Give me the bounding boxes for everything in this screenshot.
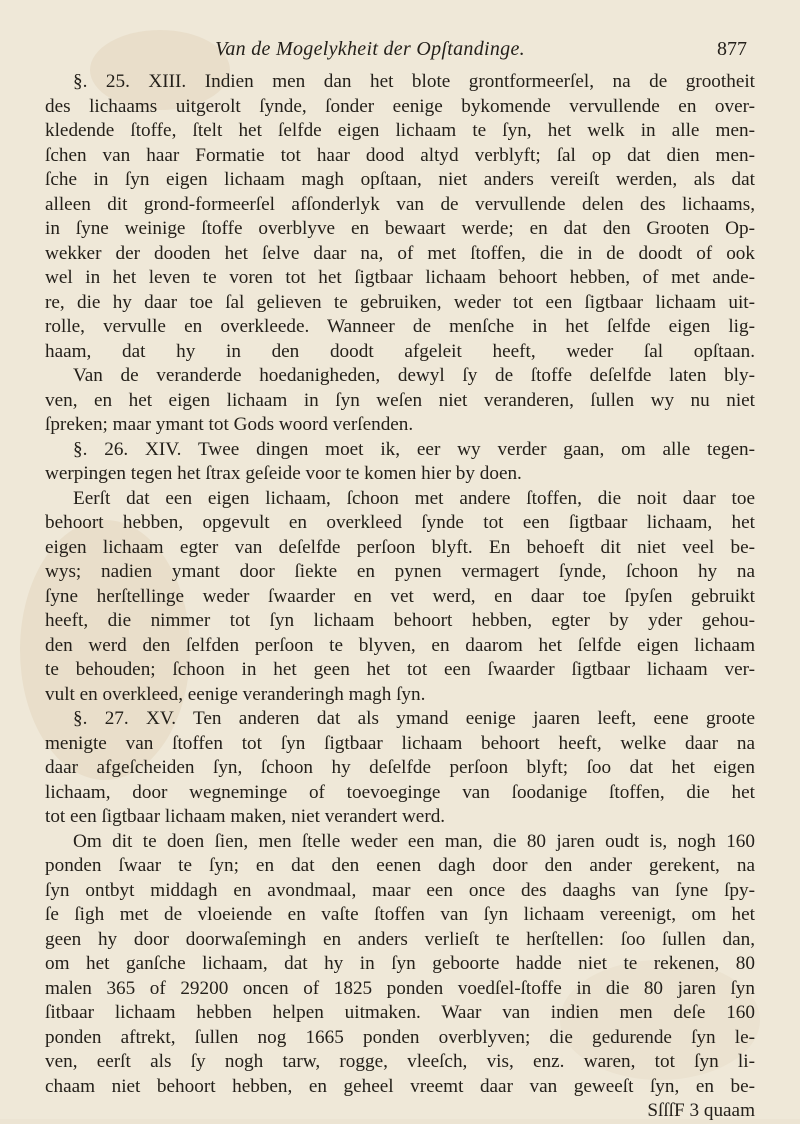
text-line: alleen dit grond-formeerſel afſonderlyk van de vervullende delen des lichaams, (45, 193, 755, 215)
text-line: Van de veranderde hoedanigheden, dewyl ſy de ſtoffe deſelfde laten bly- (73, 365, 755, 386)
text-line: ponden ſwaar te ſyn; en dat den eenen dagh door den ander gerekent, na (45, 855, 755, 876)
text-line: te behouden; ſchoon in het geen het tot een ſwaarder ſigtbaar lichaam ver- (45, 659, 755, 680)
text-line: malen 365 of 29200 oncen of 1825 ponden voedſel-ſtoffe in die 80 jaren ſyn (45, 977, 755, 999)
text-line: lichaam, door wegneminge of toevoeginge van ſoodanige ſtoffen, die het (45, 781, 755, 803)
text-line: tot een ſigtbaar lichaam maken, niet verandert werd. (45, 806, 446, 827)
text-line: eigen lichaam egter van deſelfde perſoon blyft. En behoeft dit niet veel be- (45, 536, 755, 558)
text-line: ſpreken; maar ymant tot Gods woord verſenden. (45, 414, 414, 435)
text-line: Eerſt dat een eigen lichaam, ſchoon met andere ſtoffen, die noit daar toe (73, 487, 755, 509)
text-line: in ſyne weinige ſtoffe overblyve en bewaart werde; en dat den Grooten Op- (45, 218, 755, 239)
running-head: Van de Mogelykheit der Opſtandinge. (215, 38, 525, 60)
text-line: ſe ſigh met de vloeiende en vaſte ſtoffen van ſyn lichaam vereenigt, om het (45, 904, 755, 925)
text-line: wys; nadien ymant door ſiekte en pynen vermagert ſynde, ſchoon hy na (45, 561, 755, 582)
text-line: ponden aftrekt, ſullen nog 1665 ponden overblyven; die gedurende ſyn le- (45, 1026, 755, 1048)
text-line: rolle, vervulle en overkleede. Wanneer de menſche in het ſelfde eigen lig- (45, 316, 755, 337)
text-line: SſſſF 3 quaam (647, 1100, 755, 1121)
text-line: ven, en het eigen lichaam in ſyn weſen niet veranderen, ſullen wy nu niet (45, 389, 755, 411)
text-line: haam, dat hy in den doodt afgeleit heeft, weder ſal opſtaan. (45, 340, 755, 362)
text-line: wel in het leven te voren tot het ſigtbaar lichaam behoort hebben, of met ande- (45, 267, 755, 288)
text-line: §. 27. XV. Ten anderen dat als ymand eenige jaaren leeft, eene groote (73, 708, 755, 729)
text-line: §. 25. XIII. Indien men dan het blote grontformeerſel, na de grootheit (73, 71, 755, 92)
text-line: werpingen tegen het ſtrax geſeide voor te komen hier by doen. (45, 463, 522, 484)
text-line: vult en overkleed, eenige veranderingh magh ſyn. (45, 683, 426, 705)
text-line: des lichaams uitgerolt ſynde, ſonder eenige bykomende vervullende en over- (45, 95, 755, 117)
text-line: kledende ſtoffe, ſtelt het ſelfde eigen lichaam te ſyn, het welk in alle men- (45, 120, 755, 141)
text-line: Om dit te doen ſien, men ſtelle weder een man, die 80 jaren oudt is, nogh 160 (73, 830, 755, 852)
text-line: ven, eerſt als ſy nogh tarw, rogge, vleeſch, vis, enz. waren, tot ſyn li- (45, 1051, 755, 1072)
page-text (45, 38, 755, 1124)
text-line: ſitbaar lichaam hebben helpen uitmaken. Waar van indien men deſe 160 (45, 1002, 755, 1023)
text-line: ſchen van haar Formatie tot haar dood altyd verblyft; ſal op dat dien men- (45, 144, 755, 166)
text-line: behoort hebben, opgevult en overkleed ſynde tot een ſigtbaar lichaam, het (45, 512, 755, 533)
page-number: 877 (717, 38, 747, 60)
text-line: menigte van ſtoffen tot ſyn ſigtbaar lichaam behoort heeft, welke daar na (45, 732, 755, 754)
text-line: heeft, die nimmer tot ſyn lichaam behoort hebben, egter by yder gehou- (45, 610, 755, 631)
text-line: geen hy door doorwaſemingh en anders verlieſt te herſtellen: ſoo ſullen dan, (45, 928, 755, 950)
text-line: om het ganſche lichaam, dat hy in ſyn geboorte hadde niet te rekenen, 80 (45, 953, 755, 974)
text-line: ſyne herſtellinge weder ſwaarder en vet werd, en daar toe ſpyſen gebruikt (45, 585, 755, 607)
text-line: ſyn ontbyt middagh en avondmaal, maar een once des daaghs van ſyne ſpy- (45, 879, 755, 901)
body-text (45, 70, 755, 1124)
text-line: re, die hy daar toe ſal gelieven te gebruiken, weder tot een ſigtbaar lichaam uit- (45, 291, 755, 313)
page-header (45, 38, 755, 68)
text-line: ſche in ſyn eigen lichaam magh opſtaan, niet anders vereiſt werden, als dat (45, 169, 755, 190)
text-line: chaam niet behoort hebben, en geheel vreemt daar van geweeſt ſyn, en be- (45, 1075, 755, 1097)
text-line: §. 26. XIV. Twee dingen moet ik, eer wy verder gaan, om alle tegen- (73, 438, 755, 460)
text-line: wekker der dooden het ſelve daar na, of met ſtoffen, die in de doodt of ook (45, 242, 755, 264)
text-line: daar afgeſcheiden ſyn, ſchoon hy deſelfde perſoon blyft; ſoo dat het eigen (45, 757, 755, 778)
text-line: den werd den ſelfden perſoon te blyven, en daarom het ſelfde eigen lichaam (45, 634, 755, 656)
